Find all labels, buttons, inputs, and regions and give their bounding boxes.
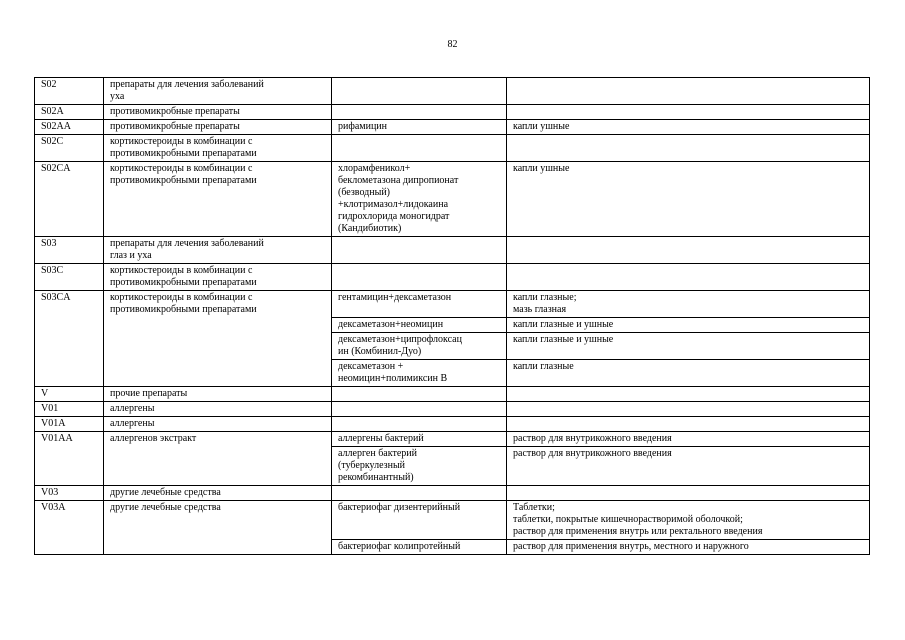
atc-code-cell: V03 bbox=[35, 486, 104, 501]
group-cell: препараты для лечения заболеваний глаз и уха bbox=[104, 237, 332, 264]
table-row bbox=[35, 291, 870, 318]
atc-code-cell: S03CA bbox=[35, 291, 104, 387]
table-row bbox=[35, 432, 870, 447]
form-cell bbox=[507, 105, 870, 120]
table-row bbox=[35, 264, 870, 291]
atc-code-cell: V01 bbox=[35, 402, 104, 417]
form-cell: раствор для внутрикожного введения bbox=[507, 432, 870, 447]
form-cell: раствор для применения внутрь, местного и наружного bbox=[507, 540, 870, 555]
group-cell: кортикостероиды в комбинации с противомикробными препаратами bbox=[104, 135, 332, 162]
group-cell: другие лечебные средства bbox=[104, 486, 332, 501]
form-cell bbox=[507, 486, 870, 501]
drug-cell: хлорамфеникол+ беклометазона дипропионат (безводный) +клотримазол+лидокаина гидрохлорида моногидрат (Кандибиотик) bbox=[332, 162, 507, 237]
group-cell: кортикостероиды в комбинации с противомикробными препаратами bbox=[104, 264, 332, 291]
drug-cell bbox=[332, 78, 507, 105]
table-row bbox=[35, 78, 870, 105]
form-cell bbox=[507, 78, 870, 105]
form-cell bbox=[507, 402, 870, 417]
table-row bbox=[35, 402, 870, 417]
group-cell: противомикробные препараты bbox=[104, 105, 332, 120]
atc-code-cell: S02 bbox=[35, 78, 104, 105]
group-cell: противомикробные препараты bbox=[104, 120, 332, 135]
atc-code-cell: S02AA bbox=[35, 120, 104, 135]
drug-cell bbox=[332, 135, 507, 162]
form-cell bbox=[507, 387, 870, 402]
atc-code-cell: S02C bbox=[35, 135, 104, 162]
drug-cell bbox=[332, 237, 507, 264]
drug-cell: аллергены бактерий bbox=[332, 432, 507, 447]
atc-code-cell: V bbox=[35, 387, 104, 402]
drug-cell: гентамицин+дексаметазон bbox=[332, 291, 507, 318]
table-row bbox=[35, 417, 870, 432]
form-cell bbox=[507, 417, 870, 432]
table-row bbox=[35, 237, 870, 264]
form-cell: капли глазные и ушные bbox=[507, 333, 870, 360]
form-cell bbox=[507, 237, 870, 264]
table-row bbox=[35, 120, 870, 135]
drug-cell: бактериофаг дизентерийный bbox=[332, 501, 507, 540]
atc-code-cell: S02A bbox=[35, 105, 104, 120]
group-cell: кортикостероиды в комбинации с противомикробными препаратами bbox=[104, 291, 332, 387]
atc-code-cell: V01A bbox=[35, 417, 104, 432]
form-cell bbox=[507, 264, 870, 291]
drug-cell: дексаметазон+неомицин bbox=[332, 318, 507, 333]
drug-cell bbox=[332, 264, 507, 291]
page-number: 82 bbox=[447, 39, 458, 50]
atc-code-cell: S02CA bbox=[35, 162, 104, 237]
atc-code-cell: S03C bbox=[35, 264, 104, 291]
group-cell: аллергены bbox=[104, 402, 332, 417]
form-cell: капли ушные bbox=[507, 120, 870, 135]
form-cell: капли ушные bbox=[507, 162, 870, 237]
form-cell: капли глазные bbox=[507, 360, 870, 387]
drug-cell bbox=[332, 417, 507, 432]
drug-cell bbox=[332, 402, 507, 417]
atc-code-cell: V03A bbox=[35, 501, 104, 555]
group-cell: препараты для лечения заболеваний уха bbox=[104, 78, 332, 105]
atc-code-cell: S03 bbox=[35, 237, 104, 264]
group-cell: аллергены bbox=[104, 417, 332, 432]
table-row bbox=[35, 387, 870, 402]
form-cell: капли глазные; мазь глазная bbox=[507, 291, 870, 318]
table-row bbox=[35, 501, 870, 540]
drug-cell bbox=[332, 387, 507, 402]
drug-cell: рифамицин bbox=[332, 120, 507, 135]
form-cell bbox=[507, 135, 870, 162]
drug-cell: дексаметазон+ципрофлоксац ин (Комбинил-Дуо) bbox=[332, 333, 507, 360]
drug-cell: дексаметазон + неомицин+полимиксин В bbox=[332, 360, 507, 387]
group-cell: другие лечебные средства bbox=[104, 501, 332, 555]
table-row bbox=[35, 162, 870, 237]
atc-code-cell: V01AA bbox=[35, 432, 104, 486]
table-row bbox=[35, 105, 870, 120]
group-cell: аллергенов экстракт bbox=[104, 432, 332, 486]
table-row bbox=[35, 486, 870, 501]
group-cell: кортикостероиды в комбинации с противомикробными препаратами bbox=[104, 162, 332, 237]
form-cell: Таблетки; таблетки, покрытые кишечнорастворимой оболочкой; раствор для применения внутрь или ректального введения bbox=[507, 501, 870, 540]
drug-cell bbox=[332, 486, 507, 501]
drug-cell: бактериофаг колипротейный bbox=[332, 540, 507, 555]
drug-cell bbox=[332, 105, 507, 120]
form-cell: раствор для внутрикожного введения bbox=[507, 447, 870, 486]
group-cell: прочие препараты bbox=[104, 387, 332, 402]
drug-classification-table bbox=[34, 77, 870, 555]
table-row bbox=[35, 135, 870, 162]
form-cell: капли глазные и ушные bbox=[507, 318, 870, 333]
drug-cell: аллерген бактерий (туберкулезный рекомбинантный) bbox=[332, 447, 507, 486]
